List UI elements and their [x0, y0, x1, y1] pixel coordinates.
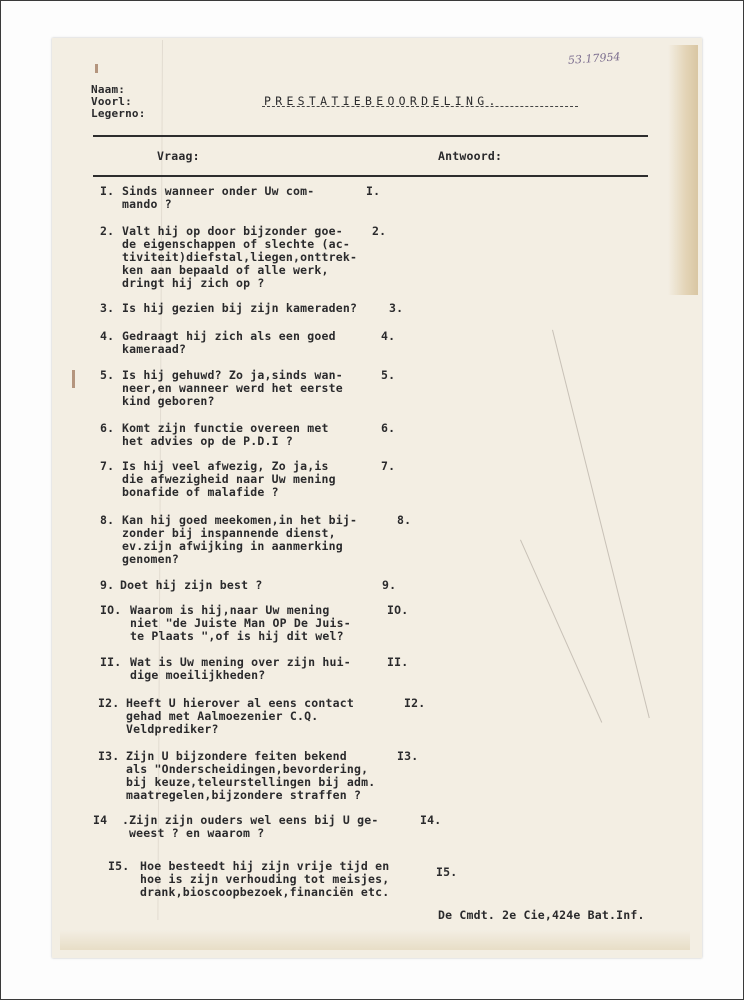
- answer-number: 3.: [389, 301, 404, 315]
- question-line: als "Onderscheidingen,bevordering,: [126, 762, 369, 776]
- answer-number: 9.: [382, 578, 397, 592]
- question-line: Is hij veel afwezig, Zo ja,is: [122, 459, 329, 473]
- question-number: I4: [93, 813, 108, 827]
- question-number: IO.: [100, 603, 122, 617]
- signature-line: De Cmdt. 2e Cie,424e Bat.Inf.: [438, 908, 645, 922]
- answer-number: 7.: [381, 459, 396, 473]
- question-line: Veldprediker?: [126, 722, 219, 736]
- field-name-label: Naam:: [91, 83, 126, 96]
- question-line: Zijn U bijzondere feiten bekend: [126, 749, 347, 763]
- answer-number: I.: [366, 184, 381, 198]
- answer-number: 6.: [381, 421, 396, 435]
- title-underline: [262, 106, 578, 107]
- question-number: 3.: [100, 301, 115, 315]
- paper-stain: [668, 45, 698, 295]
- question-line: neer,en wanneer werd het eerste: [122, 381, 343, 395]
- question-line: Waarom is hij,naar Uw mening: [130, 603, 330, 617]
- question-line: maatregelen,bijzondere straffen ?: [126, 788, 362, 802]
- column-question-header: Vraag:: [157, 149, 200, 163]
- question-line: ken aan bepaald of alle werk,: [122, 263, 329, 277]
- archive-stamp-number: 53.17954: [567, 50, 621, 67]
- rust-mark: [72, 370, 75, 388]
- question-number: I5.: [108, 859, 130, 873]
- question-line: bonafide of malafide ?: [122, 485, 279, 499]
- question-line: Gedraagt hij zich als een goed: [122, 329, 336, 343]
- question-line: weest ? en waarom ?: [129, 826, 265, 840]
- question-number: 6.: [100, 421, 115, 435]
- question-line: Doet hij zijn best ?: [120, 578, 263, 592]
- question-line: dige moeilijkheden?: [130, 668, 266, 682]
- question-number: I.: [100, 184, 115, 198]
- question-line: hoe is zijn verhouding tot meisjes,: [140, 872, 390, 886]
- question-line: de eigenschappen of slechte (ac-: [122, 237, 350, 251]
- question-number: I2.: [98, 696, 120, 710]
- question-line: mando ?: [122, 197, 172, 211]
- answer-number: I3.: [397, 749, 419, 763]
- question-number: 2.: [100, 224, 115, 238]
- question-line: Hoe besteedt hij zijn vrije tijd en: [140, 859, 390, 873]
- question-line: Heeft U hierover al eens contact: [126, 696, 354, 710]
- answer-number: I5.: [436, 865, 458, 879]
- answer-number: 4.: [381, 329, 396, 343]
- field-initials-label: Voorl:: [91, 95, 132, 108]
- question-number: 7.: [100, 459, 115, 473]
- question-number: 4.: [100, 329, 115, 343]
- answer-number: IO.: [387, 603, 409, 617]
- header-rule-bottom: [93, 175, 648, 177]
- answer-number: II.: [387, 655, 409, 669]
- question-line: Valt hij op door bijzonder goe-: [122, 224, 343, 238]
- question-line: Wat is Uw mening over zijn hui-: [130, 655, 351, 669]
- question-line: het advies op de P.D.I ?: [122, 434, 293, 448]
- question-number: 9.: [100, 578, 115, 592]
- question-line: Sinds wanneer onder Uw com-: [122, 184, 315, 198]
- answer-number: 8.: [397, 513, 412, 527]
- question-number: 8.: [100, 513, 115, 527]
- paper-stain-bottom: [60, 930, 690, 950]
- header-rule-top: [93, 135, 648, 137]
- question-line: niet "de Juiste Man OP De Juis-: [130, 616, 351, 630]
- column-answer-header: Antwoord:: [438, 149, 503, 163]
- question-line: gehad met Aalmoezenier C.Q.: [126, 709, 319, 723]
- answer-number: I4.: [420, 813, 442, 827]
- question-line: kind geboren?: [122, 394, 215, 408]
- answer-number: 5.: [381, 368, 396, 382]
- document-title: PRESTATIEBEOORDELING.: [264, 94, 500, 108]
- question-number: 5.: [100, 368, 115, 382]
- question-line: Kan hij goed meekomen,in het bij-: [122, 513, 358, 527]
- question-line: Is hij gehuwd? Zo ja,sinds wan-: [122, 368, 343, 382]
- question-line: .Zijn zijn ouders wel eens bij U ge-: [122, 813, 379, 827]
- question-line: kameraad?: [122, 342, 187, 356]
- field-armyno-label: Legerno:: [91, 107, 146, 120]
- question-line: die afwezigheid naar Uw mening: [122, 472, 336, 486]
- question-line: Komt zijn functie overeen met: [122, 421, 329, 435]
- rust-mark: [95, 64, 98, 73]
- answer-number: I2.: [404, 696, 426, 710]
- question-line: Is hij gezien bij zijn kameraden?: [122, 301, 358, 315]
- question-line: tiviteit)diefstal,liegen,onttrek-: [122, 250, 358, 264]
- question-line: genomen?: [122, 552, 179, 566]
- question-line: ev.zijn afwijking in aanmerking: [122, 539, 343, 553]
- question-number: I3.: [98, 749, 120, 763]
- answer-number: 2.: [372, 224, 387, 238]
- question-line: te Plaats ",of is hij dit wel?: [130, 629, 344, 643]
- question-line: bij keuze,teleurstellingen bij adm.: [126, 775, 376, 789]
- question-line: drank,bioscoopbezoek,financiën etc.: [140, 885, 390, 899]
- question-number: II.: [100, 655, 122, 669]
- question-line: zonder bij inspannende dienst,: [122, 526, 336, 540]
- question-line: dringt hij zich op ?: [122, 276, 265, 290]
